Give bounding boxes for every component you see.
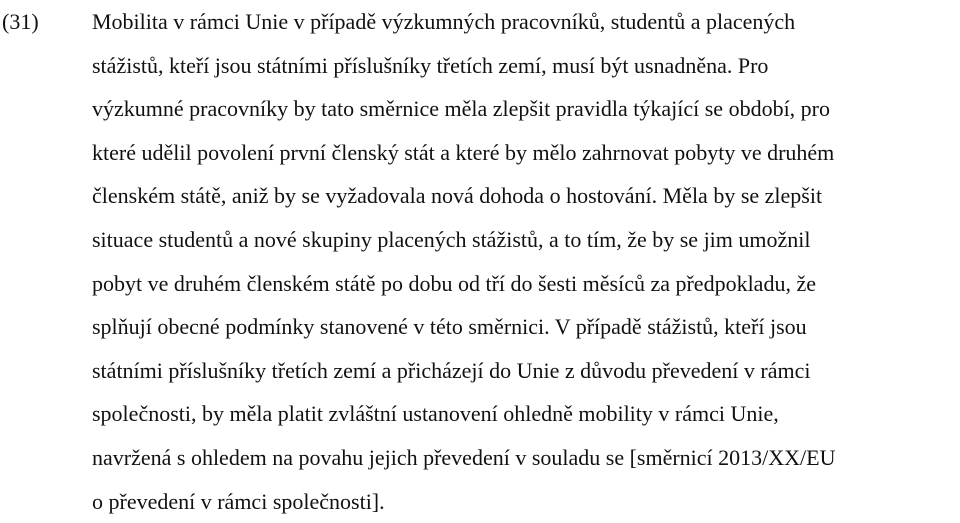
text-line: stážistů, kteří jsou státními příslušníky třetích zemí, musí být usnadněna. Pro — [92, 52, 769, 78]
recital-number: (31) — [2, 9, 39, 34]
text-line: situace studentů a nové skupiny placených stážistů, a to tím, že by se jim umožnil — [92, 226, 811, 252]
text-line: o převedení v rámci společnosti]. — [92, 488, 385, 514]
recital-text — [92, 0, 954, 523]
text-line: splňují obecné podmínky stanovené v této směrnici. V případě stážistů, kteří jsou — [92, 314, 807, 340]
text-line: pobyt ve druhém členském státě po dobu od tří do šesti měsíců za předpokladu, že — [92, 270, 816, 296]
text-line: které udělil povolení první členský stát a které by mělo zahrnovat pobyty ve druhém — [92, 139, 835, 165]
text-line: výzkumné pracovníky by tato směrnice měla zlepšit pravidla týkající se období, pro — [92, 96, 831, 122]
text-line: společnosti, by měla platit zvláštní ustanovení ohledně mobility v rámci Unie, — [92, 401, 779, 427]
text-line: státními příslušníky třetích zemí a přicházejí do Unie z důvodu převedení v rámci — [92, 357, 811, 383]
text-line: členském státě, aniž by se vyžadovala nová dohoda o hostování. Měla by se zlepšit — [92, 183, 823, 209]
text-line: navržená s ohledem na povahu jejich převedení v souladu se [směrnicí 2013/XX/EU — [92, 444, 836, 470]
text-line: Mobilita v rámci Unie v případě výzkumných pracovníků, studentů a placených — [92, 9, 796, 34]
